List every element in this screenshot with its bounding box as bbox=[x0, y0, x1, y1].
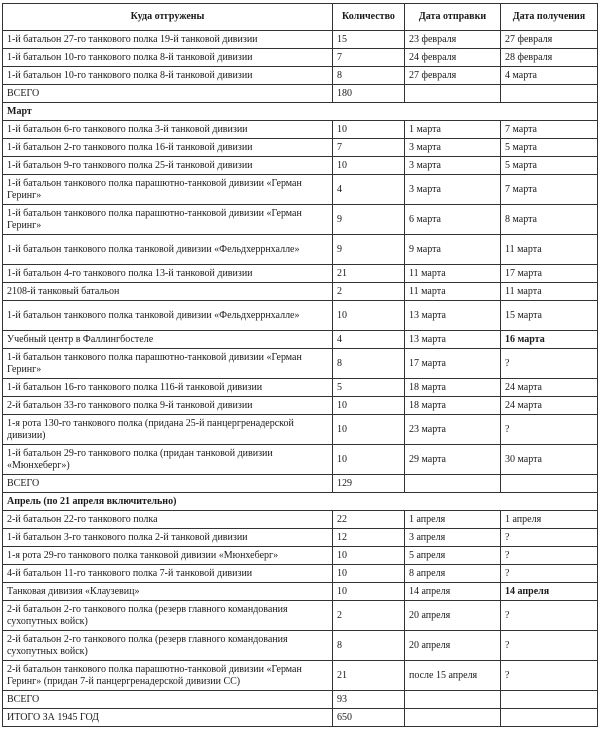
destination-cell: 2-й батальон 2-го танкового полка (резерв главного командования сухопутных войск) bbox=[3, 631, 333, 661]
quantity-cell: 10 bbox=[333, 445, 405, 475]
section-title: Март bbox=[3, 103, 598, 121]
receive-date-cell: 5 марта bbox=[501, 139, 598, 157]
table-row bbox=[3, 349, 598, 379]
send-date-cell: 3 марта bbox=[405, 139, 501, 157]
destination-cell: 1-й батальон 2-го танкового полка 16-й танковой дивизии bbox=[3, 139, 333, 157]
send-date-cell: 6 марта bbox=[405, 205, 501, 235]
destination-cell: 1-й батальон 3-го танкового полка 2-й танковой дивизии bbox=[3, 529, 333, 547]
destination-cell: 1-я рота 130-го танкового полка (придана 25-й панцергренадерской дивизии) bbox=[3, 415, 333, 445]
quantity-cell: 21 bbox=[333, 661, 405, 691]
destination-cell: ВСЕГО bbox=[3, 475, 333, 493]
destination-cell: 2-й батальон 33-го танкового полка 9-й танковой дивизии bbox=[3, 397, 333, 415]
send-date-cell: 13 марта bbox=[405, 301, 501, 331]
table-row bbox=[3, 67, 598, 85]
send-date-cell: 24 февраля bbox=[405, 49, 501, 67]
section-title: Апрель (по 21 апреля включительно) bbox=[3, 493, 598, 511]
destination-cell: 2-й батальон 2-го танкового полка (резерв главного командования сухопутных войск) bbox=[3, 601, 333, 631]
header-row bbox=[3, 4, 598, 31]
receive-date-cell: 24 марта bbox=[501, 397, 598, 415]
destination-cell: 1-й батальон 6-го танкового полка 3-й танковой дивизии bbox=[3, 121, 333, 139]
send-date-cell: 11 марта bbox=[405, 283, 501, 301]
receive-date-cell bbox=[501, 691, 598, 709]
receive-date-cell: ? bbox=[501, 661, 598, 691]
table-row bbox=[3, 265, 598, 283]
quantity-cell: 10 bbox=[333, 565, 405, 583]
quantity-cell: 5 bbox=[333, 379, 405, 397]
quantity-cell: 2 bbox=[333, 283, 405, 301]
receive-date-cell: ? bbox=[501, 631, 598, 661]
quantity-cell: 15 bbox=[333, 31, 405, 49]
receive-date-cell: ? bbox=[501, 529, 598, 547]
send-date-cell: 3 марта bbox=[405, 157, 501, 175]
quantity-cell: 21 bbox=[333, 265, 405, 283]
send-date-cell: 13 марта bbox=[405, 331, 501, 349]
receive-date-cell: 28 февраля bbox=[501, 49, 598, 67]
table-row bbox=[3, 583, 598, 601]
destination-cell: 1-й батальон 16-го танкового полка 116-й танковой дивизии bbox=[3, 379, 333, 397]
quantity-cell: 10 bbox=[333, 583, 405, 601]
send-date-cell bbox=[405, 709, 501, 727]
receive-date-cell: 14 апреля bbox=[501, 583, 598, 601]
receive-date-cell: ? bbox=[501, 349, 598, 379]
quantity-cell: 180 bbox=[333, 85, 405, 103]
receive-date-cell: 5 марта bbox=[501, 157, 598, 175]
send-date-cell: 8 апреля bbox=[405, 565, 501, 583]
send-date-cell: 14 апреля bbox=[405, 583, 501, 601]
destination-cell: ИТОГО ЗА 1945 ГОД bbox=[3, 709, 333, 727]
quantity-cell: 10 bbox=[333, 547, 405, 565]
receive-date-cell: 17 марта bbox=[501, 265, 598, 283]
quantity-cell: 8 bbox=[333, 631, 405, 661]
table-row bbox=[3, 529, 598, 547]
send-date-cell: 17 марта bbox=[405, 349, 501, 379]
quantity-cell: 10 bbox=[333, 415, 405, 445]
send-date-cell: 3 апреля bbox=[405, 529, 501, 547]
total-row bbox=[3, 691, 598, 709]
destination-cell: 1-й батальон 27-го танкового полка 19-й танковой дивизии bbox=[3, 31, 333, 49]
quantity-cell: 9 bbox=[333, 235, 405, 265]
total-row bbox=[3, 85, 598, 103]
send-date-cell: 5 апреля bbox=[405, 547, 501, 565]
table-row bbox=[3, 661, 598, 691]
send-date-cell bbox=[405, 691, 501, 709]
receive-date-cell bbox=[501, 475, 598, 493]
receive-date-cell: 15 марта bbox=[501, 301, 598, 331]
table-row bbox=[3, 31, 598, 49]
send-date-cell: после 15 апреля bbox=[405, 661, 501, 691]
table-body bbox=[3, 31, 598, 727]
send-date-cell: 11 марта bbox=[405, 265, 501, 283]
table-row bbox=[3, 379, 598, 397]
table-row bbox=[3, 631, 598, 661]
receive-date-cell: 30 марта bbox=[501, 445, 598, 475]
receive-date-cell: 7 марта bbox=[501, 175, 598, 205]
table-row bbox=[3, 547, 598, 565]
header-destination: Куда отгружены bbox=[3, 4, 333, 31]
table-row bbox=[3, 205, 598, 235]
destination-cell: 2-й батальон танкового полка парашютно-танковой дивизии «Герман Геринг» (придан 7-й панцергренадерской дивизии СС) bbox=[3, 661, 333, 691]
table-row bbox=[3, 565, 598, 583]
send-date-cell: 1 марта bbox=[405, 121, 501, 139]
destination-cell: ВСЕГО bbox=[3, 85, 333, 103]
destination-cell: 2108-й танковый батальон bbox=[3, 283, 333, 301]
quantity-cell: 8 bbox=[333, 349, 405, 379]
shipment-table bbox=[2, 3, 598, 727]
receive-date-cell: 27 февраля bbox=[501, 31, 598, 49]
send-date-cell bbox=[405, 475, 501, 493]
receive-date-cell bbox=[501, 85, 598, 103]
send-date-cell: 23 марта bbox=[405, 415, 501, 445]
quantity-cell: 10 bbox=[333, 121, 405, 139]
table-row bbox=[3, 331, 598, 349]
receive-date-cell: ? bbox=[501, 565, 598, 583]
send-date-cell: 1 апреля bbox=[405, 511, 501, 529]
header-receive-date: Дата получения bbox=[501, 4, 598, 31]
quantity-cell: 9 bbox=[333, 205, 405, 235]
send-date-cell: 3 марта bbox=[405, 175, 501, 205]
quantity-cell: 10 bbox=[333, 301, 405, 331]
receive-date-cell: 24 марта bbox=[501, 379, 598, 397]
table-row bbox=[3, 235, 598, 265]
destination-cell: Танковая дивизия «Клаузевиц» bbox=[3, 583, 333, 601]
table-row bbox=[3, 49, 598, 67]
send-date-cell: 23 февраля bbox=[405, 31, 501, 49]
receive-date-cell: ? bbox=[501, 415, 598, 445]
table-row bbox=[3, 301, 598, 331]
send-date-cell: 18 марта bbox=[405, 379, 501, 397]
destination-cell: 1-й батальон 29-го танкового полка (придан танковой дивизии «Мюнхеберг») bbox=[3, 445, 333, 475]
receive-date-cell: 11 марта bbox=[501, 235, 598, 265]
destination-cell: 1-я рота 29-го танкового полка танковой дивизии «Мюнхеберг» bbox=[3, 547, 333, 565]
receive-date-cell: 8 марта bbox=[501, 205, 598, 235]
quantity-cell: 7 bbox=[333, 139, 405, 157]
section-row bbox=[3, 493, 598, 511]
quantity-cell: 10 bbox=[333, 157, 405, 175]
table-row bbox=[3, 397, 598, 415]
receive-date-cell: 1 апреля bbox=[501, 511, 598, 529]
table-row bbox=[3, 175, 598, 205]
quantity-cell: 22 bbox=[333, 511, 405, 529]
destination-cell: 2-й батальон 22-го танкового полка bbox=[3, 511, 333, 529]
section-row bbox=[3, 103, 598, 121]
send-date-cell: 18 марта bbox=[405, 397, 501, 415]
destination-cell: 1-й батальон танкового полка парашютно-танковой дивизии «Герман Геринг» bbox=[3, 175, 333, 205]
table-row bbox=[3, 283, 598, 301]
table-row bbox=[3, 445, 598, 475]
quantity-cell: 10 bbox=[333, 397, 405, 415]
send-date-cell: 29 марта bbox=[405, 445, 501, 475]
quantity-cell: 4 bbox=[333, 331, 405, 349]
quantity-cell: 4 bbox=[333, 175, 405, 205]
quantity-cell: 12 bbox=[333, 529, 405, 547]
send-date-cell: 20 апреля bbox=[405, 601, 501, 631]
destination-cell: 1-й батальон 10-го танкового полка 8-й танковой дивизии bbox=[3, 49, 333, 67]
destination-cell: 1-й батальон 4-го танкового полка 13-й танковой дивизии bbox=[3, 265, 333, 283]
quantity-cell: 2 bbox=[333, 601, 405, 631]
send-date-cell bbox=[405, 85, 501, 103]
table-row bbox=[3, 511, 598, 529]
destination-cell: 1-й батальон танкового полка танковой дивизии «Фельдхеррнхалле» bbox=[3, 301, 333, 331]
receive-date-cell: ? bbox=[501, 601, 598, 631]
receive-date-cell: 11 марта bbox=[501, 283, 598, 301]
quantity-cell: 7 bbox=[333, 49, 405, 67]
receive-date-cell: 16 марта bbox=[501, 331, 598, 349]
destination-cell: 1-й батальон танкового полка танковой дивизии «Фельдхеррнхалле» bbox=[3, 235, 333, 265]
total-row bbox=[3, 475, 598, 493]
quantity-cell: 93 bbox=[333, 691, 405, 709]
send-date-cell: 20 апреля bbox=[405, 631, 501, 661]
quantity-cell: 8 bbox=[333, 67, 405, 85]
table-row bbox=[3, 415, 598, 445]
send-date-cell: 9 марта bbox=[405, 235, 501, 265]
quantity-cell: 129 bbox=[333, 475, 405, 493]
send-date-cell: 27 февраля bbox=[405, 67, 501, 85]
destination-cell: ВСЕГО bbox=[3, 691, 333, 709]
quantity-cell: 650 bbox=[333, 709, 405, 727]
destination-cell: 1-й батальон танкового полка парашютно-танковой дивизии «Герман Геринг» bbox=[3, 205, 333, 235]
destination-cell: 1-й батальон 9-го танкового полка 25-й танковой дивизии bbox=[3, 157, 333, 175]
receive-date-cell: 7 марта bbox=[501, 121, 598, 139]
header-quantity: Количество bbox=[333, 4, 405, 31]
table-row bbox=[3, 601, 598, 631]
destination-cell: 1-й батальон танкового полка парашютно-танковой дивизии «Герман Геринг» bbox=[3, 349, 333, 379]
receive-date-cell: ? bbox=[501, 547, 598, 565]
table-row bbox=[3, 121, 598, 139]
table-row bbox=[3, 139, 598, 157]
destination-cell: 1-й батальон 10-го танкового полка 8-й танковой дивизии bbox=[3, 67, 333, 85]
header-send-date: Дата отправки bbox=[405, 4, 501, 31]
receive-date-cell: 4 марта bbox=[501, 67, 598, 85]
destination-cell: 4-й батальон 11-го танкового полка 7-й танковой дивизии bbox=[3, 565, 333, 583]
receive-date-cell bbox=[501, 709, 598, 727]
table-row bbox=[3, 157, 598, 175]
destination-cell: Учебный центр в Фаллингбостеле bbox=[3, 331, 333, 349]
total-row bbox=[3, 709, 598, 727]
